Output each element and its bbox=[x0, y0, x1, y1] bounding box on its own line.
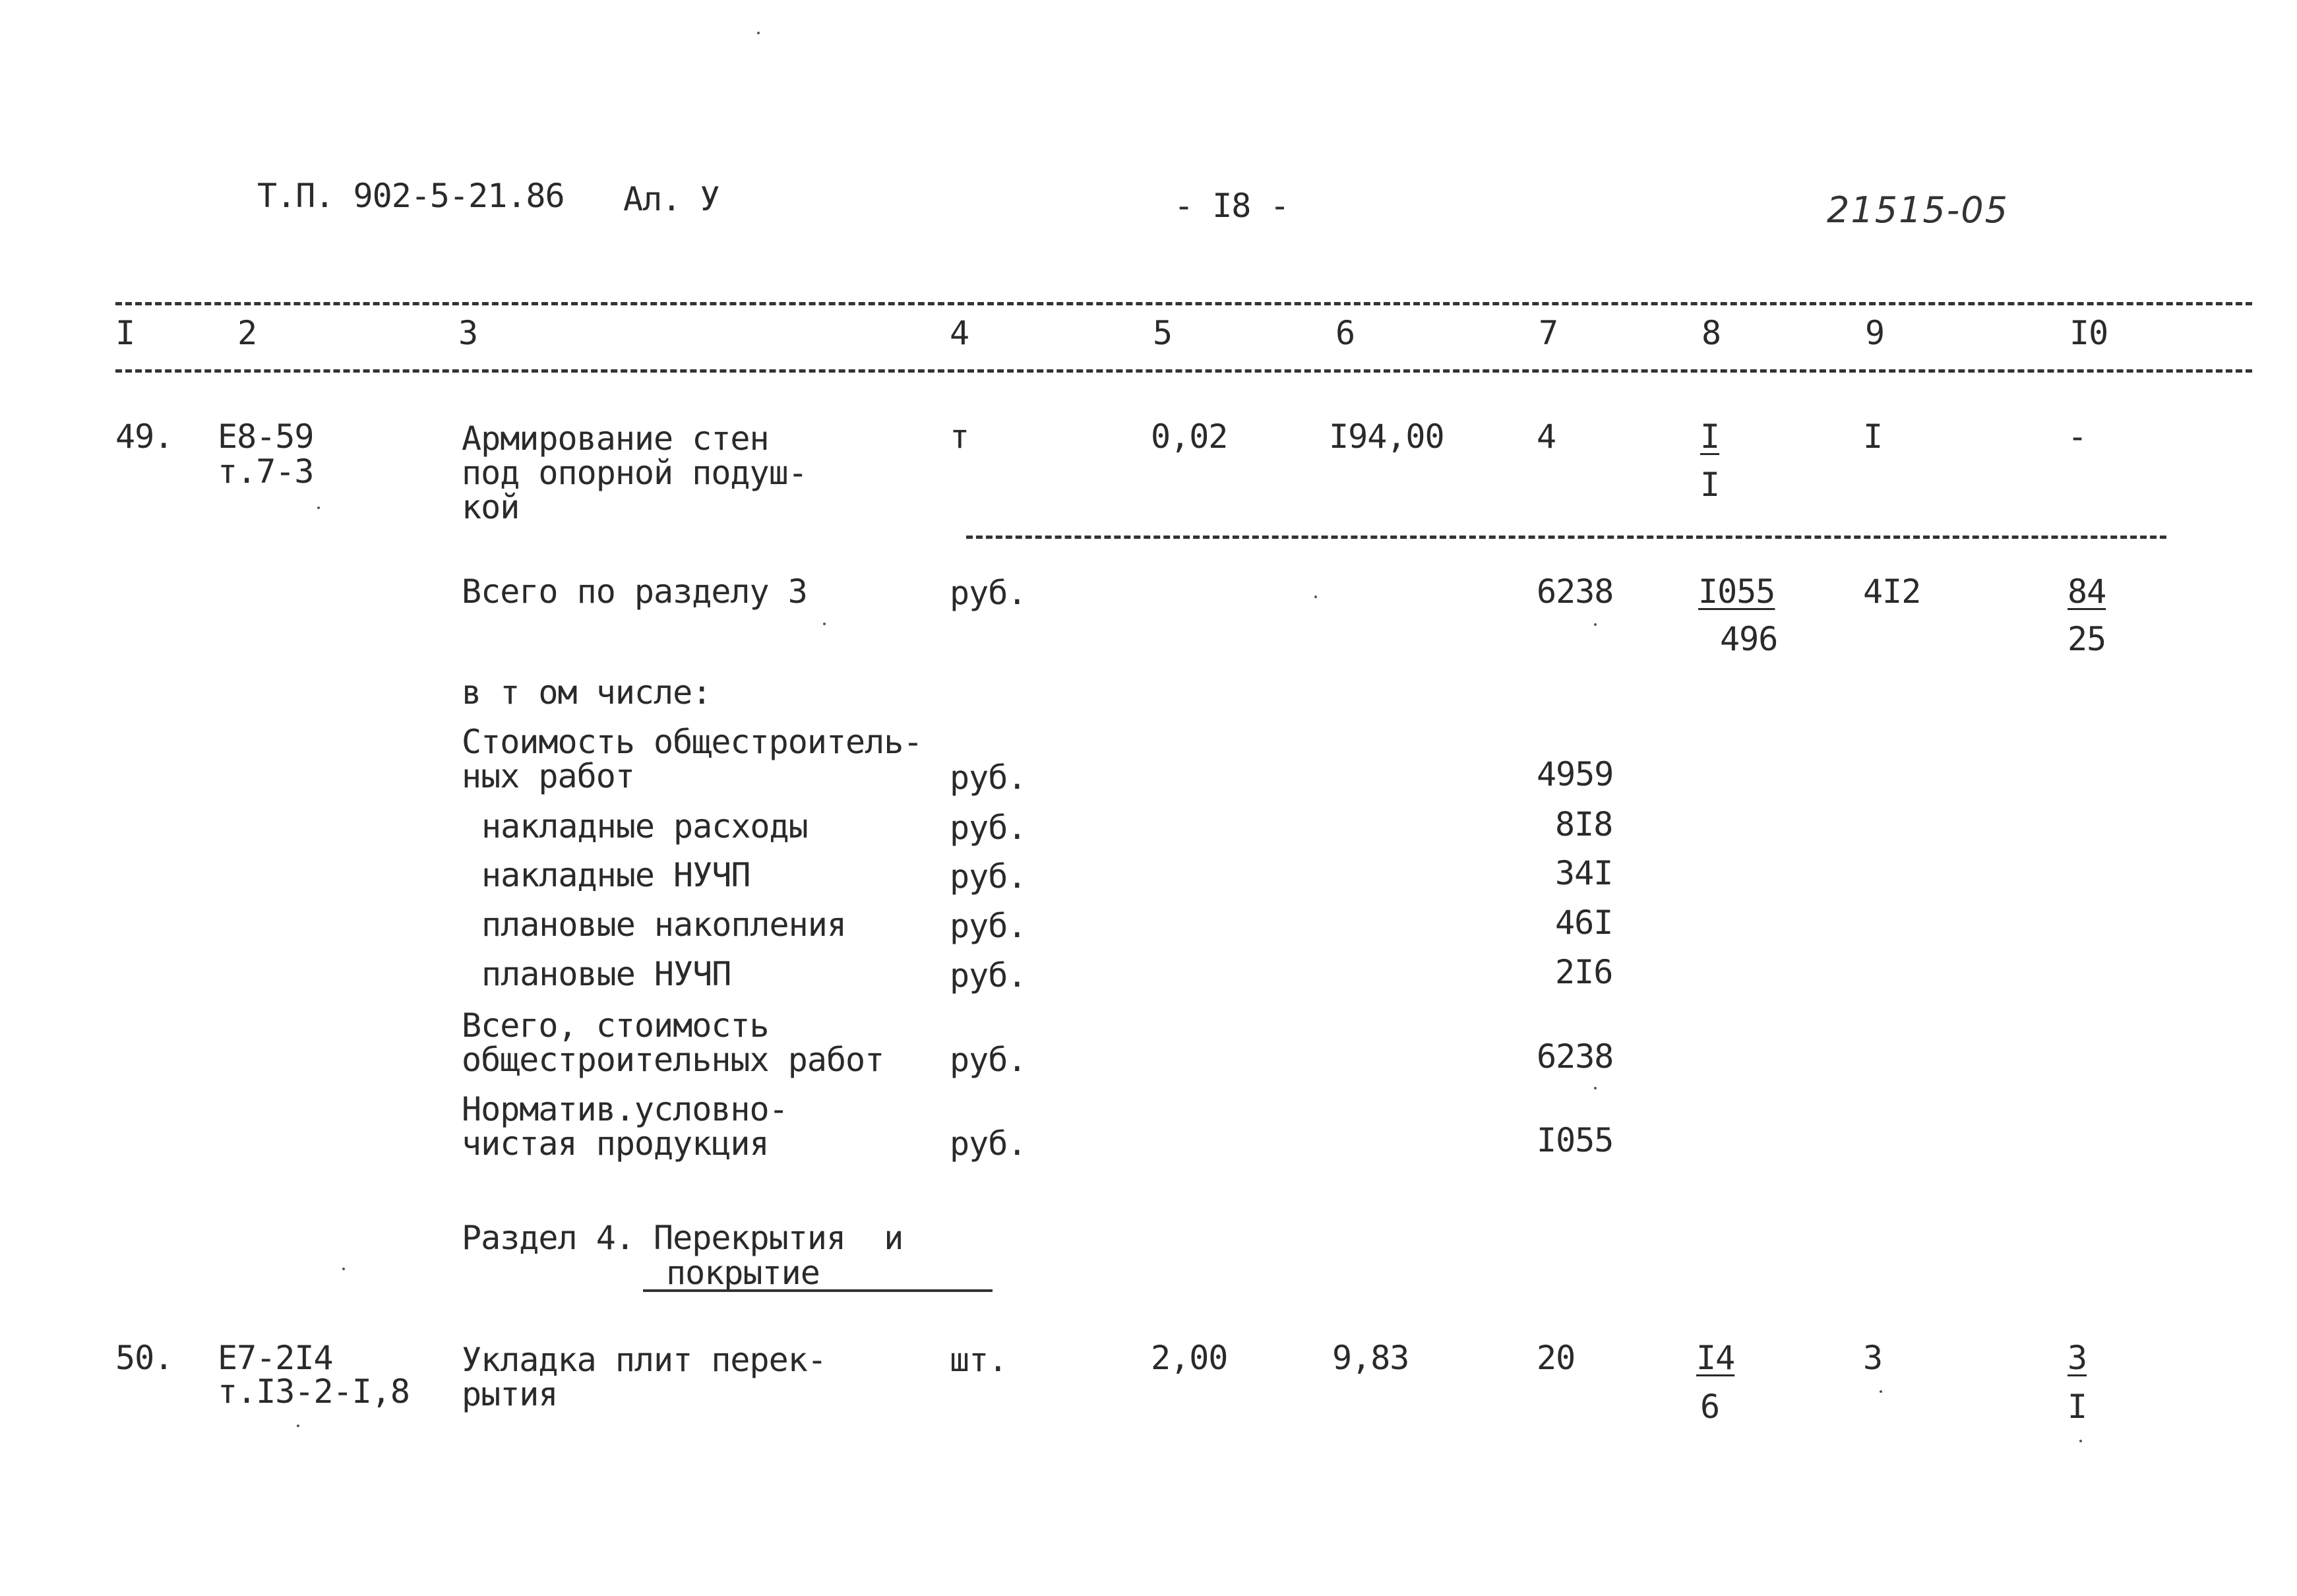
speck bbox=[1594, 1087, 1597, 1090]
speck bbox=[317, 506, 320, 509]
section-3-total-label: Всего по разделу 3 bbox=[462, 572, 807, 611]
col-header-1: I bbox=[115, 314, 135, 352]
col-header-2: 2 bbox=[237, 314, 257, 352]
row-49-number: 49. bbox=[115, 417, 173, 456]
row-49-code-table: т.7-3 bbox=[218, 452, 314, 491]
row-50-description-line1: Укладка плит перек- bbox=[462, 1341, 826, 1379]
planned-savings-label: плановые накопления bbox=[481, 905, 846, 944]
row-49-col8-top: I bbox=[1700, 417, 1720, 456]
speck bbox=[1314, 596, 1317, 598]
section-3-total-unit: руб. bbox=[950, 574, 1027, 612]
overhead-label: накладные расходы bbox=[481, 807, 808, 845]
row-50-description-line2: рытия bbox=[462, 1375, 558, 1413]
total-general-label-line2: общестроительных работ bbox=[462, 1041, 884, 1079]
overhead-unit: руб. bbox=[950, 809, 1027, 847]
row-50-total: 20 bbox=[1537, 1339, 1576, 1377]
including-label: в т ом числе: bbox=[462, 673, 712, 712]
col-header-4: 4 bbox=[950, 314, 969, 352]
speck bbox=[1594, 623, 1597, 626]
section-3-total-value: 6238 bbox=[1537, 572, 1614, 611]
row-50-col10-bottom: I bbox=[2067, 1388, 2087, 1426]
row-49-total: 4 bbox=[1537, 417, 1556, 456]
row-49-col8-bottom: I bbox=[1700, 466, 1720, 504]
speck bbox=[757, 32, 760, 34]
total-general-label-line1: Всего, стоимость bbox=[462, 1006, 769, 1045]
speck bbox=[297, 1425, 299, 1427]
normative-production-label-line2: чистая продукция bbox=[462, 1124, 769, 1163]
overhead-value: 8I8 bbox=[1555, 805, 1613, 844]
header-top-rule bbox=[115, 302, 2252, 305]
overhead-nuchp-label: накладные НУЧП bbox=[481, 856, 750, 894]
total-general-value: 6238 bbox=[1537, 1037, 1614, 1076]
section-subtotal-rule bbox=[966, 536, 2166, 539]
speck bbox=[1880, 1390, 1882, 1393]
section-3-col8-bottom: 496 bbox=[1720, 620, 1778, 658]
row-49-col10: - bbox=[2067, 417, 2087, 456]
col-header-8: 8 bbox=[1701, 314, 1721, 352]
section-4-heading-line1: Раздел 4. Перекрытия и bbox=[462, 1219, 903, 1257]
row-50-quantity: 2,00 bbox=[1151, 1339, 1228, 1377]
row-50-code: Е7-2I4 bbox=[218, 1339, 333, 1377]
row-50-unit: шт. bbox=[950, 1341, 1008, 1379]
planned-nuchp-label: плановые НУЧП bbox=[481, 955, 731, 993]
speck bbox=[823, 623, 826, 625]
document-code: Т.П. 902-5-21.86 bbox=[257, 177, 565, 215]
col-header-3: 3 bbox=[458, 314, 478, 352]
section-3-col8-top: I055 bbox=[1698, 572, 1775, 611]
row-50-col10-top: 3 bbox=[2067, 1339, 2087, 1377]
row-50-code-table: т.I3-2-I,8 bbox=[218, 1372, 410, 1411]
header-bottom-rule bbox=[115, 369, 2252, 373]
general-works-value: 4959 bbox=[1537, 755, 1614, 793]
planned-savings-value: 46I bbox=[1555, 904, 1613, 942]
album-number: Ал. У bbox=[623, 180, 720, 218]
col-header-7: 7 bbox=[1539, 314, 1558, 352]
planned-savings-unit: руб. bbox=[950, 907, 1027, 945]
row-49-code: Е8-59 bbox=[218, 417, 314, 456]
row-49-description-line2: под опорной подуш- bbox=[462, 454, 807, 492]
col-header-5: 5 bbox=[1153, 314, 1173, 352]
row-50-col8-bottom: 6 bbox=[1700, 1388, 1720, 1426]
page-number: - I8 - bbox=[1174, 187, 1289, 225]
row-49-unit-price: I94,00 bbox=[1329, 417, 1444, 456]
normative-production-unit: руб. bbox=[950, 1124, 1027, 1163]
general-works-unit: руб. bbox=[950, 758, 1027, 797]
section-3-col10-top: 84 bbox=[2067, 572, 2106, 611]
row-49-col9: I bbox=[1863, 417, 1883, 456]
overhead-nuchp-unit: руб. bbox=[950, 857, 1027, 896]
section-4-heading-line2: покрытие bbox=[666, 1254, 820, 1292]
row-49-quantity: 0,02 bbox=[1151, 417, 1228, 456]
planned-nuchp-unit: руб. bbox=[950, 956, 1027, 995]
section-4-heading-underline bbox=[643, 1289, 993, 1292]
normative-production-value: I055 bbox=[1537, 1121, 1614, 1159]
section-3-col10-bottom: 25 bbox=[2067, 620, 2106, 658]
row-50-unit-price: 9,83 bbox=[1332, 1339, 1409, 1377]
speck bbox=[2079, 1440, 2082, 1442]
col-header-6: 6 bbox=[1335, 314, 1355, 352]
section-3-col9: 4I2 bbox=[1863, 572, 1921, 611]
row-49-description-line3: кой bbox=[462, 488, 520, 526]
overhead-nuchp-value: 34I bbox=[1555, 854, 1613, 892]
row-50-col8-top: I4 bbox=[1696, 1339, 1735, 1377]
general-works-label-line1: Стоимость общестроитель- bbox=[462, 723, 923, 761]
row-49-description-line1: Армирование стен bbox=[462, 419, 769, 458]
planned-nuchp-value: 2I6 bbox=[1555, 953, 1613, 991]
handwritten-number: 21515-05 bbox=[1827, 189, 2009, 231]
speck bbox=[342, 1268, 345, 1270]
row-50-col9: 3 bbox=[1863, 1339, 1883, 1377]
normative-production-label-line1: Норматив.условно- bbox=[462, 1090, 788, 1128]
row-49-unit: т bbox=[950, 417, 969, 456]
col-header-10: I0 bbox=[2069, 314, 2108, 352]
col-header-9: 9 bbox=[1865, 314, 1885, 352]
general-works-label-line2: ных работ bbox=[462, 757, 634, 795]
total-general-unit: руб. bbox=[950, 1041, 1027, 1079]
row-50-number: 50. bbox=[115, 1339, 173, 1377]
